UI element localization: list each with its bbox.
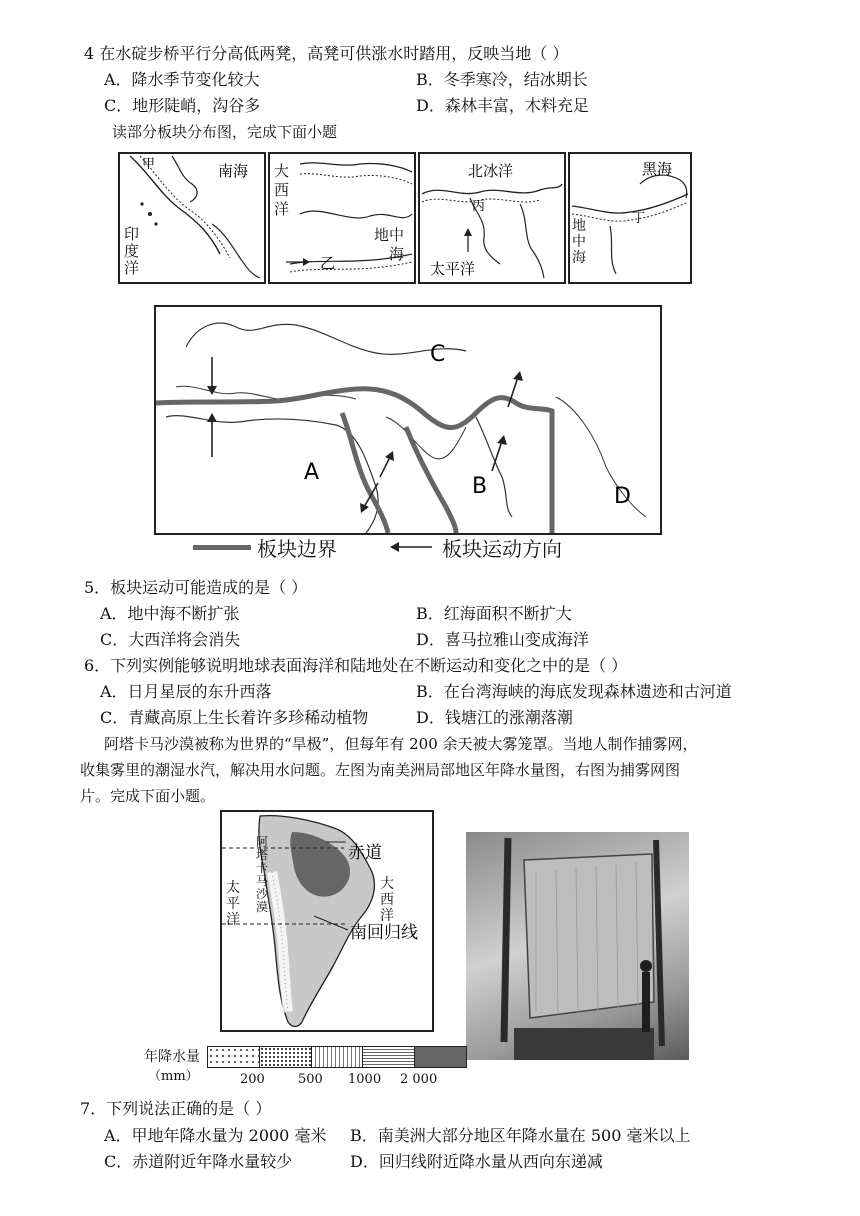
plate-label-c: C: [430, 342, 446, 367]
south-america-rainfall-map: [220, 810, 434, 1032]
q6-option-c: C．青藏高原上生长着许多珍稀动植物: [100, 708, 369, 727]
plate-label-b: B: [472, 474, 488, 499]
rainfall-tick-500: 500: [298, 1072, 323, 1087]
rainfall-swatch-3: [312, 1047, 364, 1067]
daxiyang-label: 大西洋: [274, 162, 290, 218]
q6-option-b: B．在台湾海峡的海底发现森林遗迹和古河道: [416, 682, 732, 701]
plate-label-d: D: [614, 484, 631, 509]
atacama-line-1: 阿塔卡马沙漠被称为世界的“旱极”，但每年有 200 余天被大雾笼罩。当地人制作捕雾网，: [104, 735, 698, 753]
jia-label: 甲: [142, 157, 156, 172]
rainfall-legend-unit: （mm）: [148, 1069, 199, 1084]
rainfall-tick-1000: 1000: [348, 1072, 382, 1087]
plates-intro: 读部分板块分布图，完成下面小题: [112, 123, 338, 141]
q7-option-a: A．甲地年降水量为 2000 毫米: [104, 1126, 327, 1145]
small-map-ding: [568, 152, 692, 284]
q6-option-d: D．钱塘江的涨潮落潮: [416, 708, 573, 727]
q7-stem: 7．下列说法正确的是（ ）: [80, 1099, 272, 1118]
q4-option-a: A．降水季节变化较大: [104, 70, 260, 89]
plate-map: [154, 305, 662, 535]
small-map-bing: [418, 152, 566, 284]
rainfall-swatch-1: [208, 1047, 260, 1067]
dizhonghai-label: 地中海: [373, 226, 404, 263]
q7-option-c: C．赤道附近年降水量较少: [104, 1152, 293, 1171]
q5-option-a: A．地中海不断扩张: [100, 604, 240, 623]
fog-net-photo: [466, 832, 689, 1060]
rainfall-swatch-5: [415, 1047, 466, 1067]
fog-net-drawing: [466, 832, 689, 1060]
beibing-label: 北冰洋: [468, 162, 514, 180]
small-map-jia: [118, 152, 266, 284]
heihai-label: 黑海: [642, 160, 673, 178]
direction-legend-arrow-icon: [388, 540, 434, 554]
direction-legend-label: 板块运动方向: [442, 537, 562, 561]
rainfall-legend-bar: [207, 1046, 467, 1068]
q6-stem: 6．下列实例能够说明地球表面海洋和陆地处在不断运动和变化之中的是（ ）: [84, 656, 628, 675]
rainfall-swatch-4: [363, 1047, 415, 1067]
boundary-legend-label: 板块边界: [257, 537, 337, 561]
rainfall-swatch-2: [260, 1047, 312, 1067]
q7-option-d: D．回归线附近降水量从西向东递减: [350, 1152, 603, 1171]
atacama-desert-label: 阿塔卡马沙漠: [256, 835, 269, 914]
rainfall-tick-2000: 2 000: [400, 1072, 438, 1087]
q5-option-b: B．红海面积不断扩大: [416, 604, 572, 623]
yindu-label: 印度洋: [124, 225, 140, 277]
atacama-line-3: 片。完成下面小题。: [80, 787, 216, 805]
south-america-drawing: [222, 812, 432, 1030]
ding-label: 丁: [632, 211, 646, 226]
tropic-label: 南回归线: [350, 923, 418, 943]
equator-label: 赤道: [348, 843, 382, 863]
q6-option-a: A．日月星辰的东升西落: [100, 682, 272, 701]
taiping-label: 太平洋: [430, 260, 476, 278]
atacama-line-2: 收集雾里的潮湿水汽，解决用水问题。左图为南美洲局部地区年降水量图，右图为捕雾网图: [80, 761, 681, 779]
plate-label-a: A: [304, 460, 320, 485]
pacific-label: 太平洋: [226, 880, 240, 928]
q4-stem: 4 在水碇步桥平行分高低两凳，高凳可供涨水时踏用，反映当地（ ）: [84, 44, 569, 63]
bing-label: 丙: [472, 199, 486, 214]
nanhai-label: 南海: [218, 162, 249, 180]
small-map-yi: [268, 152, 416, 284]
rainfall-tick-200: 200: [240, 1072, 265, 1087]
q5-stem: 5．板块运动可能造成的是（ ）: [84, 578, 308, 597]
boundary-legend-swatch: [193, 545, 251, 550]
q4-option-b: B．冬季寒冷，结冰期长: [416, 70, 588, 89]
small-map-ding-drawing: [570, 154, 690, 282]
atlantic-label: 大西洋: [380, 876, 394, 924]
rainfall-legend-title: 年降水量: [144, 1049, 200, 1065]
small-map-bing-drawing: [420, 154, 564, 282]
q4-option-c: C．地形陡峭，沟谷多: [104, 96, 261, 115]
dizhonghai-label-2: 地中海: [572, 218, 586, 266]
q5-option-c: C．大西洋将会消失: [100, 630, 241, 649]
yi-label: 乙: [320, 254, 336, 272]
q7-option-b: B．南美洲大部分地区年降水量在 500 毫米以上: [350, 1126, 691, 1145]
plate-map-drawing: [156, 307, 660, 533]
q4-option-d: D．森林丰富，木料充足: [416, 96, 589, 115]
q5-option-d: D．喜马拉雅山变成海洋: [416, 630, 589, 649]
